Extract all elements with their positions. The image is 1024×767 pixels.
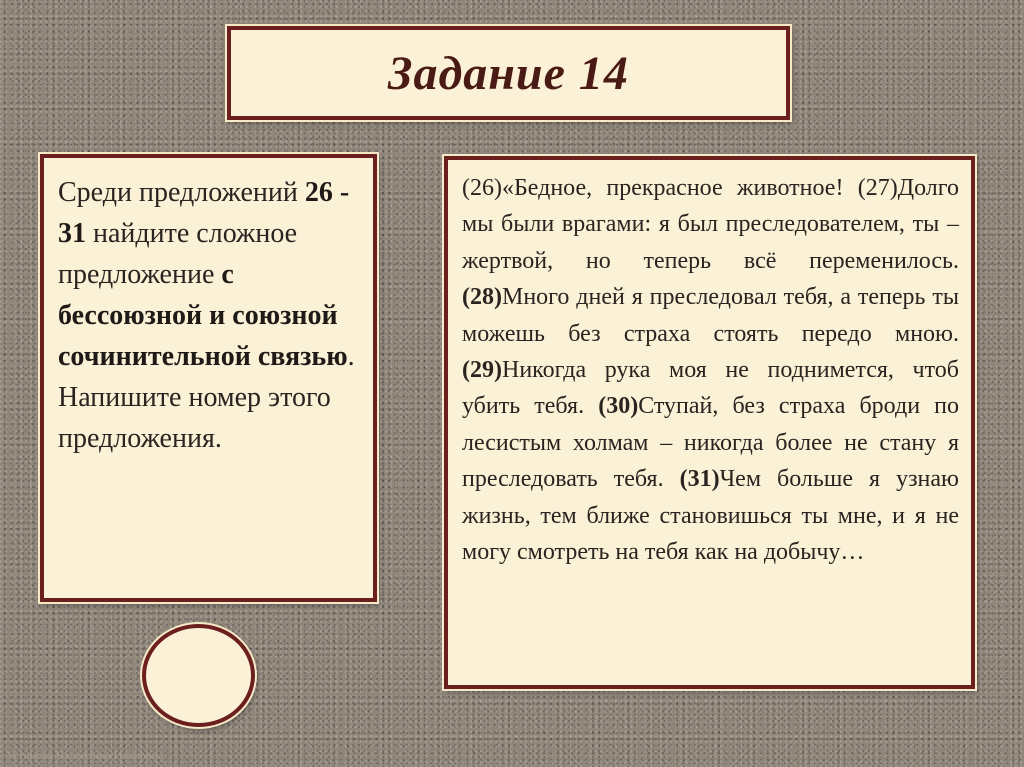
- sentence-number-28: (28): [462, 284, 502, 311]
- answer-circle[interactable]: [142, 624, 255, 727]
- task-text: [58, 172, 357, 459]
- task-sentence-range: 26 - 31: [58, 177, 350, 249]
- slide-title: Задание 14: [388, 46, 629, 100]
- sentence-number-27: (27): [857, 175, 898, 201]
- title-panel: [227, 26, 790, 120]
- sentence-number-30: (30): [598, 393, 639, 420]
- sentence-number-26: (26): [462, 175, 502, 201]
- task-text-part-3: . Напишите номер этого предложения.: [58, 341, 355, 454]
- sentence-27: Долго мы были врагами: я был преследователем, ты – жертвой, но теперь всё переменилось.: [462, 175, 959, 274]
- task-connection-type: с бессоюзной и союзной сочинительной связью: [58, 259, 348, 372]
- sentence-29: Никогда рука моя не поднимется, чтоб убить тебя.: [462, 357, 959, 420]
- passage-panel: [444, 156, 975, 689]
- sentence-26: «Бедное, прекрасное животное!: [501, 175, 858, 201]
- task-panel: [40, 154, 377, 602]
- author-credit: Устинова Валентина Ивановна: [6, 748, 164, 762]
- task-text-part-2: найдите сложное предложение: [58, 218, 298, 290]
- sentence-number-29: (29): [462, 357, 502, 384]
- sentence-31: Чем больше я узнаю жизнь, тем ближе становишься ты мне, и я не могу смотреть на тебя как на добычу…: [462, 466, 959, 566]
- passage-text: [462, 170, 959, 570]
- task-text-part-1: Среди предложений: [58, 177, 305, 208]
- sentence-28: Много дней я преследовал тебя, а теперь ты можешь без страха стоять передо мною.: [462, 284, 959, 347]
- sentence-number-31: (31): [679, 466, 720, 493]
- sentence-30: Ступай, без страха броди по лесистым холмам – никогда более не стану я преследовать тебя.: [462, 393, 959, 493]
